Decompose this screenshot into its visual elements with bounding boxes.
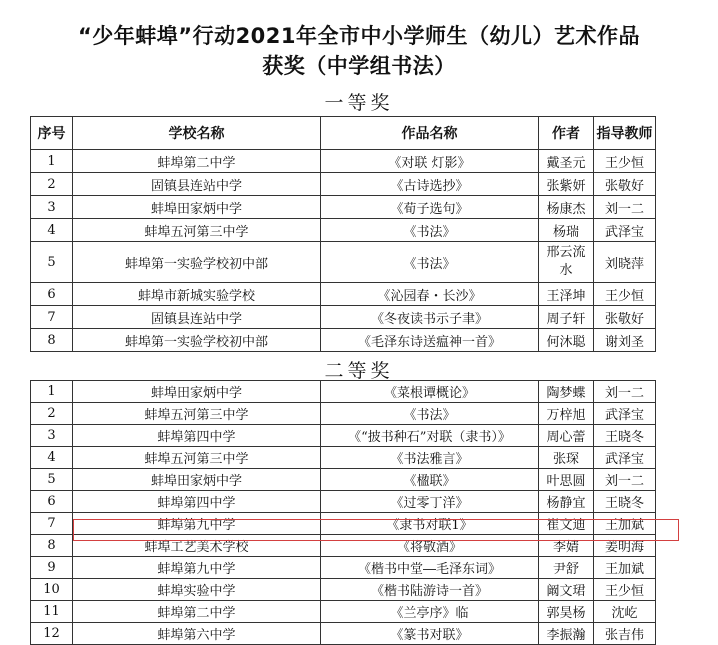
cell-school: 蚌埠实验中学 (73, 579, 321, 601)
cell-work: 《楹联》 (321, 469, 539, 491)
second-prize-table (30, 380, 656, 645)
header-teacher: 指导教师 (594, 117, 656, 150)
cell-school: 蚌埠第四中学 (73, 425, 321, 447)
table-row (31, 469, 656, 491)
cell-author: 李婧 (539, 535, 594, 557)
cell-teacher: 王加斌 (594, 557, 656, 579)
cell-teacher: 武泽宝 (594, 219, 656, 242)
table-row (31, 173, 656, 196)
cell-school: 蚌埠第九中学 (73, 513, 321, 535)
cell-teacher: 刘一二 (594, 469, 656, 491)
cell-school: 固镇县连站中学 (73, 173, 321, 196)
cell-teacher: 王少恒 (594, 283, 656, 306)
header-author: 作者 (539, 117, 594, 150)
first-prize-heading: 一等奖 (324, 92, 394, 114)
header-school: 学校名称 (73, 117, 321, 150)
cell-work: 《书法》 (321, 242, 539, 283)
cell-work: 《书法雅言》 (321, 447, 539, 469)
cell-author: 王泽坤 (539, 283, 594, 306)
cell-school: 蚌埠工艺美术学校 (73, 535, 321, 557)
cell-no: 8 (31, 329, 73, 352)
table-row (31, 283, 656, 306)
cell-no: 5 (31, 242, 73, 283)
table-row (31, 535, 656, 557)
page-title-line1: “少年蚌埠”行动2021年全市中小学师生（幼儿）艺术作品 (77, 24, 641, 48)
cell-no: 7 (31, 306, 73, 329)
cell-no: 12 (31, 623, 73, 645)
table-row (31, 579, 656, 601)
table-row (31, 447, 656, 469)
table-row (31, 513, 656, 535)
cell-teacher: 王晓冬 (594, 491, 656, 513)
cell-school: 蚌埠第九中学 (73, 557, 321, 579)
cell-author: 阚文珺 (539, 579, 594, 601)
cell-author: 张琛 (539, 447, 594, 469)
cell-teacher: 刘晓萍 (594, 242, 656, 283)
cell-teacher: 张敬好 (594, 306, 656, 329)
cell-work: 《书法》 (321, 219, 539, 242)
cell-school: 蚌埠田家炳中学 (73, 381, 321, 403)
cell-school: 蚌埠市新城实验学校 (73, 283, 321, 306)
cell-school: 蚌埠五河第三中学 (73, 447, 321, 469)
cell-no: 1 (31, 381, 73, 403)
page-title-line2: 获奖（中学组书法） (262, 54, 456, 78)
cell-author: 尹舒 (539, 557, 594, 579)
cell-teacher: 武泽宝 (594, 403, 656, 425)
cell-work: 《楷书陆游诗一首》 (321, 579, 539, 601)
table-row (31, 623, 656, 645)
cell-teacher: 沈屹 (594, 601, 656, 623)
cell-author: 戴圣元 (539, 150, 594, 173)
cell-teacher: 张敬好 (594, 173, 656, 196)
cell-author: 何沐聪 (539, 329, 594, 352)
cell-school: 蚌埠第一实验学校初中部 (73, 329, 321, 352)
table-row (31, 219, 656, 242)
cell-work: 《楷书中堂―毛泽东词》 (321, 557, 539, 579)
cell-no: 9 (31, 557, 73, 579)
table-row (31, 150, 656, 173)
table-row (31, 403, 656, 425)
cell-school: 蚌埠第一实验学校初中部 (73, 242, 321, 283)
table-row (31, 196, 656, 219)
cell-author: 万梓旭 (539, 403, 594, 425)
cell-no: 5 (31, 469, 73, 491)
cell-no: 3 (31, 425, 73, 447)
cell-author: 周心蕾 (539, 425, 594, 447)
cell-no: 4 (31, 447, 73, 469)
cell-school: 蚌埠五河第三中学 (73, 219, 321, 242)
cell-no: 4 (31, 219, 73, 242)
cell-teacher: 刘一二 (594, 381, 656, 403)
table-row (31, 242, 656, 283)
cell-author: 崔文迪 (539, 513, 594, 535)
first-prize-table (30, 116, 656, 352)
cell-work: 《冬夜读书示子聿》 (321, 306, 539, 329)
table-row (31, 557, 656, 579)
table-header-row (31, 117, 656, 150)
cell-work: 《荀子选句》 (321, 196, 539, 219)
cell-teacher: 王加斌 (594, 513, 656, 535)
cell-no: 7 (31, 513, 73, 535)
cell-school: 蚌埠第二中学 (73, 150, 321, 173)
table-row (31, 306, 656, 329)
cell-work: 《沁园春・长沙》 (321, 283, 539, 306)
cell-work: 《菜根谭概论》 (321, 381, 539, 403)
cell-no: 2 (31, 403, 73, 425)
cell-teacher: 姜明海 (594, 535, 656, 557)
cell-work: 《书法》 (321, 403, 539, 425)
cell-teacher: 王少恒 (594, 579, 656, 601)
cell-teacher: 刘一二 (594, 196, 656, 219)
cell-work: 《过零丁洋》 (321, 491, 539, 513)
cell-school: 蚌埠第二中学 (73, 601, 321, 623)
cell-author: 李振瀚 (539, 623, 594, 645)
cell-no: 10 (31, 579, 73, 601)
cell-school: 蚌埠第六中学 (73, 623, 321, 645)
cell-author: 邢云流水 (539, 242, 594, 283)
cell-author: 周子轩 (539, 306, 594, 329)
cell-school: 固镇县连站中学 (73, 306, 321, 329)
table-row (31, 491, 656, 513)
cell-author: 杨康杰 (539, 196, 594, 219)
cell-author: 陶梦蝶 (539, 381, 594, 403)
cell-no: 1 (31, 150, 73, 173)
cell-work: 《将敬酒》 (321, 535, 539, 557)
cell-author: 杨静宜 (539, 491, 594, 513)
header-no: 序号 (31, 117, 73, 150)
second-prize-heading: 二等奖 (324, 360, 394, 382)
header-work: 作品名称 (321, 117, 539, 150)
cell-teacher: 张吉伟 (594, 623, 656, 645)
cell-author: 郭昊杨 (539, 601, 594, 623)
cell-school: 蚌埠第四中学 (73, 491, 321, 513)
cell-teacher: 武泽宝 (594, 447, 656, 469)
cell-author: 叶思圆 (539, 469, 594, 491)
cell-school: 蚌埠田家炳中学 (73, 196, 321, 219)
cell-no: 8 (31, 535, 73, 557)
cell-no: 11 (31, 601, 73, 623)
cell-work: 《篆书对联》 (321, 623, 539, 645)
table-row (31, 381, 656, 403)
cell-author: 杨瑞 (539, 219, 594, 242)
cell-work: 《“披书种石”对联（隶书）》 (321, 425, 539, 447)
cell-school: 蚌埠五河第三中学 (73, 403, 321, 425)
cell-no: 6 (31, 491, 73, 513)
cell-teacher: 王少恒 (594, 150, 656, 173)
cell-no: 6 (31, 283, 73, 306)
cell-work: 《兰亭序》临 (321, 601, 539, 623)
cell-school: 蚌埠田家炳中学 (73, 469, 321, 491)
cell-work: 《古诗选抄》 (321, 173, 539, 196)
cell-teacher: 王晓冬 (594, 425, 656, 447)
cell-work: 《毛泽东诗送瘟神一首》 (321, 329, 539, 352)
table-row (31, 601, 656, 623)
cell-no: 2 (31, 173, 73, 196)
cell-no: 3 (31, 196, 73, 219)
cell-author: 张紫妍 (539, 173, 594, 196)
cell-work: 《对联 灯影》 (321, 150, 539, 173)
table-row (31, 425, 656, 447)
cell-teacher: 谢刘圣 (594, 329, 656, 352)
table-row (31, 329, 656, 352)
cell-work: 《隶书对联1》 (321, 513, 539, 535)
